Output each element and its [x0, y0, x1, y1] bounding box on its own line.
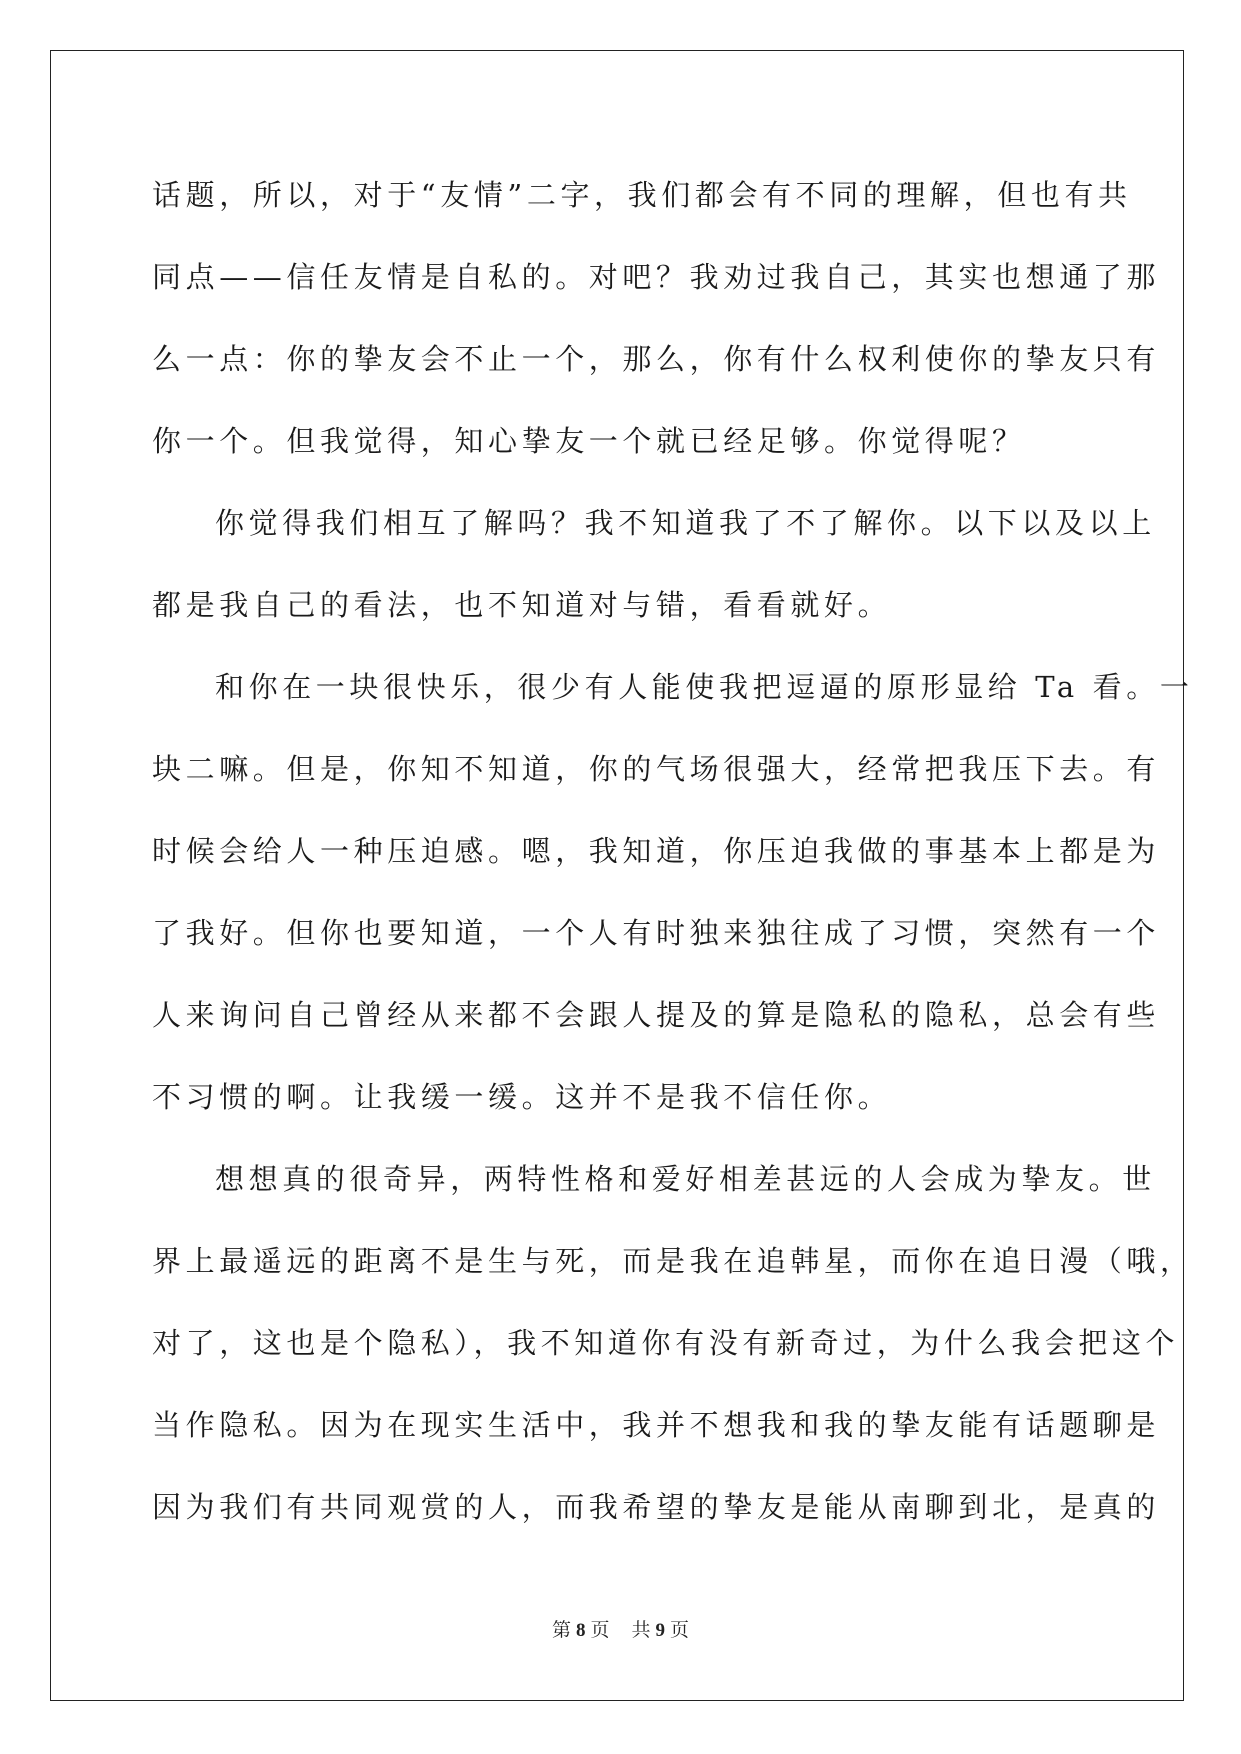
paragraph-first-line: 你觉得我们相互了解吗？我不知道我了不了解你。以下以及以上 [215, 506, 1156, 540]
total-unit: 页 [670, 1619, 690, 1641]
text-line: 对了，这也是个隐私），我不知道你有没有新奇过，为什么我会把这个 [152, 1326, 1180, 1360]
paragraph-first-line: 想想真的很奇异，两特性格和爱好相差甚远的人会成为挚友。世 [215, 1162, 1156, 1196]
text-line: 时候会给人一种压迫感。嗯，我知道，你压迫我做的事基本上都是为 [152, 834, 1161, 868]
text-line: 么一点：你的挚友会不止一个，那么，你有什么权利使你的挚友只有 [152, 342, 1161, 376]
document-body [152, 154, 1194, 1548]
text-line: 界上最遥远的距离不是生与死，而是我在追韩星，而你在追日漫（哦， [152, 1244, 1194, 1278]
paragraph-first-line: 和你在一块很快乐，很少有人能使我把逗逼的原形显给 Ta 看。一 [215, 670, 1194, 704]
text-line: 同点——信任友情是自私的。对吧？我劝过我自己，其实也想通了那 [152, 260, 1161, 294]
current-page-number: 8 [575, 1620, 586, 1641]
text-line: 你一个。但我觉得，知心挚友一个就已经足够。你觉得呢？ [152, 424, 1026, 458]
text-line: 因为我们有共同观赏的人，而我希望的挚友是能从南聊到北，是真的 [152, 1490, 1161, 1524]
text-line: 当作隐私。因为在现实生活中，我并不想我和我的挚友能有话题聊是 [152, 1408, 1161, 1442]
text-line: 不习惯的啊。让我缓一缓。这并不是我不信任你。 [152, 1080, 892, 1114]
total-prefix: 共 [631, 1619, 651, 1641]
text-line: 块二嘛。但是，你知不知道，你的气场很强大，经常把我压下去。有 [152, 752, 1161, 786]
page-footer [0, 1618, 1241, 1643]
page-prefix: 第 [551, 1619, 571, 1641]
text-line: 了我好。但你也要知道，一个人有时独来独往成了习惯，突然有一个 [152, 916, 1161, 950]
text-line: 人来询问自己曾经从来都不会跟人提及的算是隐私的隐私，总会有些 [152, 998, 1161, 1032]
page-unit: 页 [590, 1619, 610, 1641]
total-page-count: 9 [655, 1620, 666, 1641]
text-line: 都是我自己的看法，也不知道对与错，看看就好。 [152, 588, 892, 622]
text-line: 话题，所以，对于“友情”二字，我们都会有不同的理解，但也有共 [152, 178, 1132, 212]
